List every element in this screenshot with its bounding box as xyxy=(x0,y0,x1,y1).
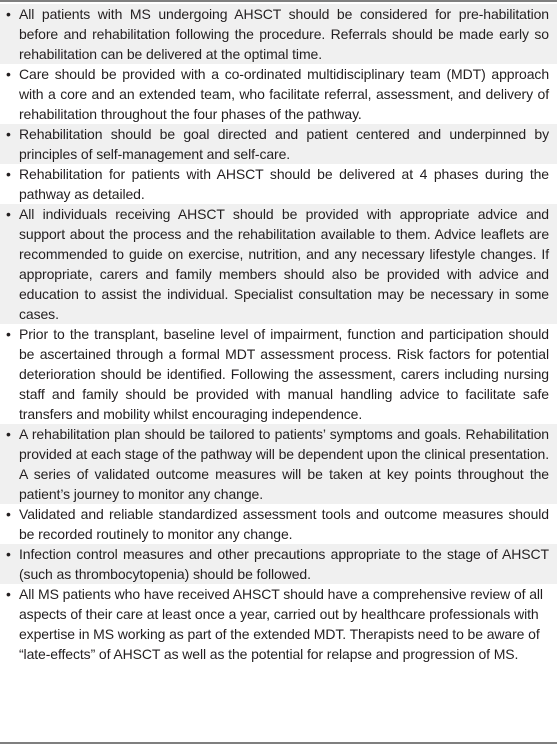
list-item-text: Rehabilitation for patients with AHSCT should be delivered at 4 phases during the pathway as detailed. xyxy=(19,166,549,202)
bullet: • xyxy=(6,546,11,562)
list-item xyxy=(0,124,557,164)
list-item xyxy=(0,584,557,664)
list-item-text: All MS patients who have received AHSCT should have a comprehensive review of all aspects of their care at least once a year, carried out by healthcare professionals with expertise in MS working as part of the extended MDT. Therapists need to be aware of “late-effects” of AHSCT as well as the potential for relapse and progression of MS. xyxy=(19,586,543,662)
bullet: • xyxy=(6,326,11,342)
list-item-text: Validated and reliable standardized assessment tools and outcome measures should be recorded routinely to monitor any change. xyxy=(19,506,549,542)
bullet: • xyxy=(6,506,11,522)
list-item-text: A rehabilitation plan should be tailored to patients’ symptoms and goals. Rehabilitation provided at each stage of the pathway will be dependent upon the clinical presentation. A series of validated outcome measures will be taken at key points throughout the patient’s journey to monitor any change. xyxy=(19,426,549,502)
bottom-rule xyxy=(0,742,557,744)
list-item xyxy=(0,324,557,424)
recommendations-list xyxy=(0,4,557,664)
list-item-text: All individuals receiving AHSCT should be provided with appropriate advice and support about the process and the rehabilitation available to them. Advice leaflets are recommended to guide on exercise, nutrition, and any necessary lifestyle changes. If appropriate, carers and family members should also be provided with advice and education to assist the individual. Specialist consultation may be necessary in some cases. xyxy=(19,206,549,322)
bullet: • xyxy=(6,586,11,602)
list-item xyxy=(0,4,557,64)
bullet: • xyxy=(6,6,11,22)
bullet: • xyxy=(6,166,11,182)
list-item xyxy=(0,504,557,544)
top-rule xyxy=(0,0,557,2)
list-item xyxy=(0,204,557,324)
list-item-text: Infection control measures and other precautions appropriate to the stage of AHSCT (such as thrombocytopenia) should be followed. xyxy=(19,546,549,582)
list-item-text: All patients with MS undergoing AHSCT should be considered for pre-habilitation before and rehabilitation following the procedure. Referrals should be made early so rehabilitation can be delivered at the optimal time. xyxy=(19,6,549,62)
list-item xyxy=(0,544,557,584)
bullet: • xyxy=(6,426,11,442)
bullet: • xyxy=(6,206,11,222)
list-item xyxy=(0,424,557,504)
bullet: • xyxy=(6,66,11,82)
list-item xyxy=(0,64,557,124)
list-item xyxy=(0,164,557,204)
list-item-text: Care should be provided with a co-ordinated multidisciplinary team (MDT) approach with a core and an extended team, who facilitate referral, assessment, and delivery of rehabilitation throughout the four phases of the pathway. xyxy=(19,66,549,122)
list-item-text: Prior to the transplant, baseline level of impairment, function and participation should be ascertained through a formal MDT assessment process. Risk factors for potential deterioration should be identified. Following the assessment, carers including nursing staff and family should be provided with manual handling advice to facilitate safe transfers and mobility whilst encouraging independence. xyxy=(19,326,549,422)
list-item-text: Rehabilitation should be goal directed and patient centered and underpinned by principles of self-management and self-care. xyxy=(19,126,549,162)
bullet: • xyxy=(6,126,11,142)
